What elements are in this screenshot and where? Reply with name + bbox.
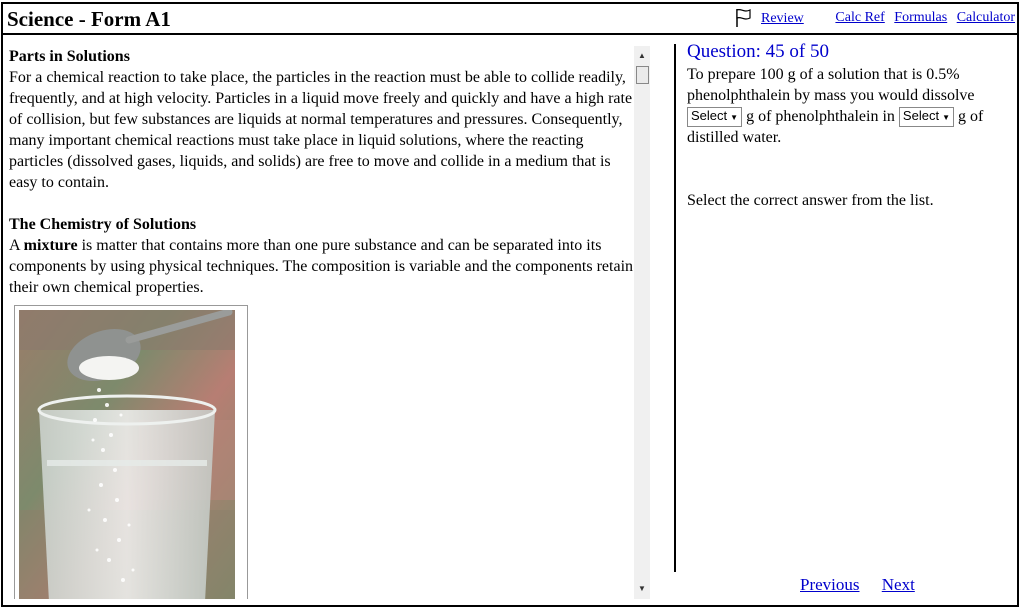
test-window [1, 2, 1019, 607]
calc-ref-link[interactable]: Calc Ref [835, 10, 885, 25]
question-number: Question: 45 of 50 [687, 41, 829, 62]
header-bar [3, 4, 1017, 35]
tool-links [829, 10, 1015, 26]
calculator-link[interactable]: Calculator [956, 10, 1015, 25]
question-pane [687, 40, 1017, 211]
scroll-down-icon[interactable]: ▼ [638, 584, 646, 593]
question-instruction: Select the correct answer from the list. [687, 192, 934, 210]
scroll-up-icon[interactable]: ▲ [638, 51, 646, 60]
question-text: To prepare 100 g of a solution that is 0.5% phenolphthalein by mass you would dissolve Select ▼ g of phenolphthalein in Select ▼ g of distilled water. [687, 66, 984, 147]
page-title: Science - Form A1 [7, 7, 171, 31]
next-button[interactable]: Next [881, 575, 915, 594]
passage-heading-1: Parts in Solutions [9, 48, 130, 65]
mixture-term: mixture [23, 237, 78, 254]
chevron-down-icon: ▼ [942, 113, 950, 123]
flag-icon[interactable] [734, 8, 754, 28]
previous-button[interactable]: Previous [800, 575, 860, 594]
passage-heading-2: The Chemistry of Solutions [9, 216, 197, 233]
grams-solute-select[interactable]: Select ▼ [687, 107, 742, 127]
passage-paragraph-1: For a chemical reaction to take place, the particles in the reaction must be able to collide readily, frequently, and at high velocity. Particles in a liquid move freely and quickly and have a high rate of collision, but few substances are liquids at normal temperatures and pressures. Consequently, many important chemical reactions must take place in liquid solutions, where the reacting particles (dissolved gases, liquids, and solids) are free to move and collide in a medium that is easy to contain. [9, 69, 633, 191]
passage-scrollbar[interactable] [634, 46, 650, 599]
reading-passage [9, 46, 633, 599]
passage-paragraph-2: A mixture is matter that contains more than one pure substance and can be separated into its components by using physical techniques. The composition is variable and the components retain their own chemical properties. [9, 237, 633, 296]
review-link[interactable]: Review [761, 11, 804, 26]
salt-pouring-photo [14, 305, 248, 599]
formulas-link[interactable]: Formulas [894, 10, 948, 25]
chevron-down-icon: ▼ [730, 113, 739, 123]
question-navigation [800, 575, 933, 595]
scroll-thumb[interactable] [636, 66, 649, 84]
grams-water-select[interactable]: Select ▼ [899, 107, 954, 127]
pane-divider [674, 44, 676, 572]
